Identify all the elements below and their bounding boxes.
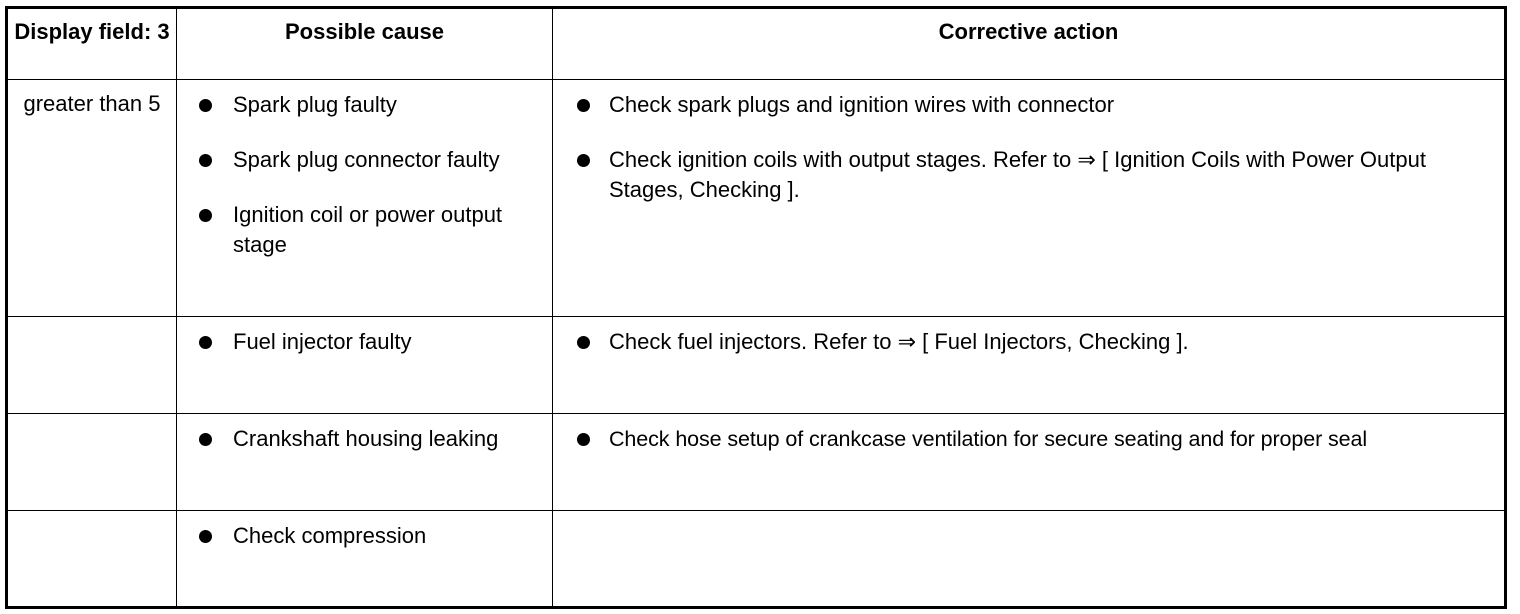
header-corrective-action-text: Corrective action <box>938 19 1119 44</box>
display-field-value: greater than 5 <box>23 91 161 116</box>
display-field-cell <box>7 414 177 511</box>
table-row <box>7 414 1506 511</box>
bullet-dot-icon <box>577 336 590 349</box>
list-item <box>177 327 552 357</box>
action-list <box>553 317 1504 357</box>
list-item <box>177 90 552 120</box>
list-item <box>177 200 552 260</box>
list-item <box>553 145 1504 205</box>
list-item <box>553 424 1504 454</box>
corrective-action-cell <box>553 80 1506 317</box>
bullet-dot-icon <box>199 154 212 167</box>
list-item <box>177 521 552 551</box>
corrective-action-cell <box>553 511 1506 608</box>
possible-cause-cell <box>177 414 553 511</box>
cause-text: Fuel injector faulty <box>233 329 412 354</box>
action-list <box>553 80 1504 205</box>
cause-text: Crankshaft housing leaking <box>233 426 499 451</box>
table-row <box>7 511 1506 608</box>
list-item <box>177 424 552 454</box>
bullet-dot-icon <box>577 433 590 446</box>
bullet-dot-icon <box>199 209 212 222</box>
action-text: Check fuel injectors. Refer to ⇒ [ Fuel Injectors, Checking ]. <box>609 329 1189 354</box>
header-possible-cause <box>177 8 553 80</box>
header-corrective-action <box>553 8 1506 80</box>
action-list <box>553 414 1504 454</box>
table-row <box>7 80 1506 317</box>
possible-cause-cell <box>177 511 553 608</box>
action-text: Check spark plugs and ignition wires with connector <box>609 92 1115 117</box>
corrective-action-cell <box>553 317 1506 414</box>
bullet-dot-icon <box>199 433 212 446</box>
table-header-row <box>7 8 1506 80</box>
cause-text: Spark plug faulty <box>233 92 397 117</box>
bullet-dot-icon <box>199 99 212 112</box>
bullet-dot-icon <box>577 99 590 112</box>
possible-cause-cell <box>177 80 553 317</box>
display-field-cell <box>7 80 177 317</box>
corrective-action-cell <box>553 414 1506 511</box>
cause-text: Spark plug connector faulty <box>233 147 500 172</box>
cause-text: Check compression <box>233 523 427 548</box>
action-text: Check hose setup of crankcase ventilation for secure seating and for proper seal <box>609 427 1368 451</box>
list-item <box>177 145 552 175</box>
possible-cause-cell <box>177 317 553 414</box>
cause-list <box>177 317 552 357</box>
cause-text: Ignition coil or power output stage <box>233 202 503 257</box>
cause-list <box>177 511 552 551</box>
bullet-dot-icon <box>577 154 590 167</box>
bullet-dot-icon <box>199 336 212 349</box>
list-item <box>553 90 1504 120</box>
header-possible-cause-text: Possible cause <box>285 19 444 44</box>
bullet-dot-icon <box>199 530 212 543</box>
header-display-field-text: Display field: 3 <box>14 19 170 44</box>
header-display-field <box>7 8 177 80</box>
action-text: Check ignition coils with output stages. Refer to ⇒ [ Ignition Coils with Power Output Stages, Checking ]. <box>609 147 1426 202</box>
display-field-cell <box>7 317 177 414</box>
list-item <box>553 327 1504 357</box>
cause-list <box>177 80 552 260</box>
display-field-cell <box>7 511 177 608</box>
cause-list <box>177 414 552 454</box>
table-row <box>7 317 1506 414</box>
diagnostic-table <box>5 6 1507 609</box>
